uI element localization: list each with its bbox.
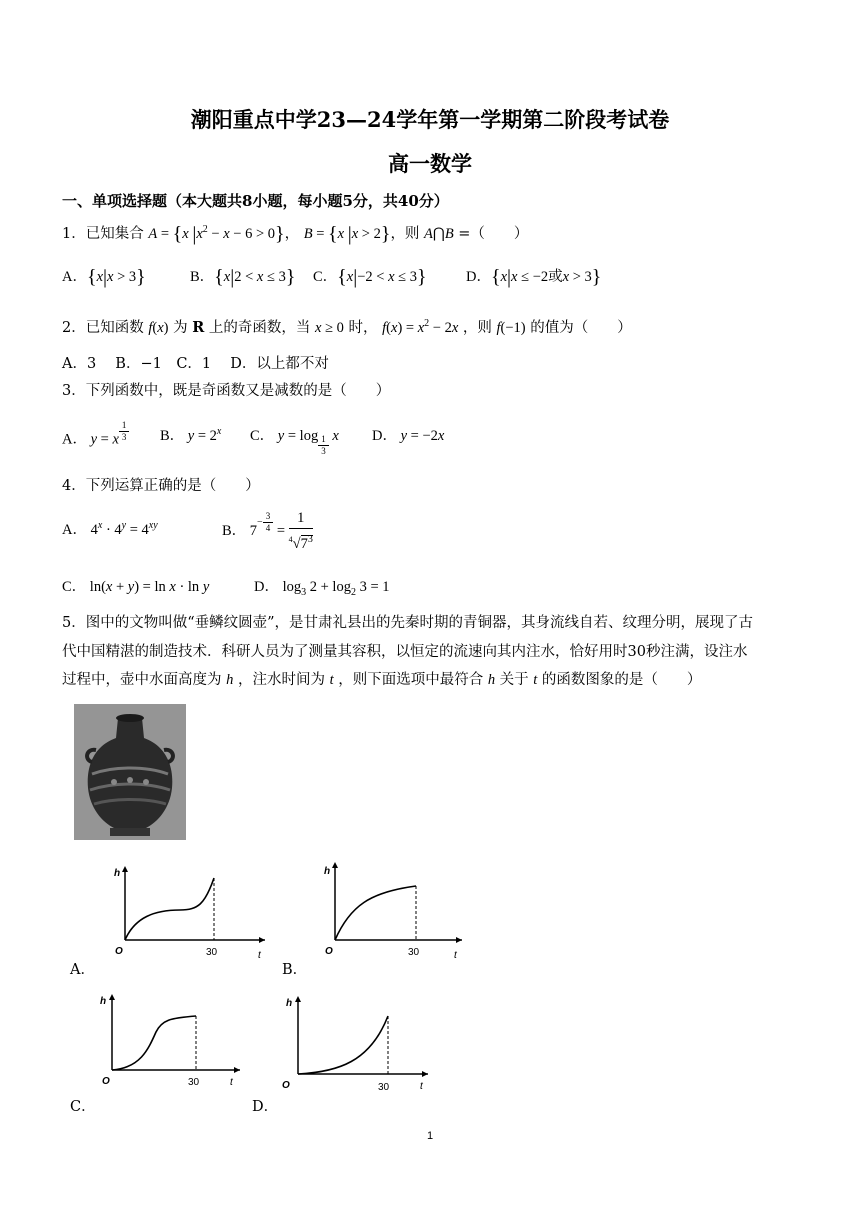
graph-a-tick: 30 [206, 947, 218, 958]
graph-d-t-label: t [420, 1081, 423, 1092]
graph-a-h-label: h [114, 868, 121, 879]
graph-a-origin: O [115, 946, 123, 957]
q5-line1: 5．图中的文物叫做“垂鳞纹圆壶”，是甘肃礼县出的先秦时期的青铜器，其身流线自若、纹理分明，展现了古 [62, 615, 754, 631]
q3-option-d[interactable]: D． y = −2x [372, 428, 445, 444]
q3-option-a[interactable]: A． y = x $^{\frac{1}{3}}$ [62, 424, 129, 449]
graph-option-b[interactable] [310, 856, 470, 962]
graph-b-label: B． [282, 962, 308, 978]
graph-c-t-label: t [230, 1077, 233, 1088]
q2-options[interactable]: A．3 B．−1 C．1 D．以上都不对 [62, 356, 329, 372]
exam-subtitle: 高一数学 [388, 151, 472, 176]
graph-d-label: D． [252, 1099, 279, 1115]
graph-option-a[interactable] [100, 862, 270, 962]
q1-option-b[interactable]: B．{x|2 < x ≤ 3} [190, 266, 296, 288]
exam-title: 潮阳重点中学23—24学年第一学期第二阶段考试卷 [190, 107, 670, 132]
graph-c-origin: O [102, 1076, 110, 1087]
graph-option-c[interactable] [90, 990, 250, 1090]
q4-option-b[interactable]: B． $7^{- \frac{3}{4}}$ = $\frac{1}{^4√7^3}$ [222, 510, 313, 552]
q1-option-c[interactable]: C．{x|−2 < x ≤ 3} [313, 266, 427, 288]
q3-option-b[interactable]: B． $y = 2^x$ [160, 426, 222, 444]
q4-option-d[interactable]: D． $\log_3 2 + \log_2 3 = 1$ [254, 579, 390, 598]
q5-line3: 过程中，壶中水面高度为 h ，注水时间为 t ，则下面选项中最符合 h 关于 t 的函数图象的是（ ） [62, 672, 702, 688]
q1-stem: 1．已知集合 A = {x $|x^2 - x - 6 > 0$}， B = {x |x > 2}，则 A⋂B =（ ） [62, 223, 529, 245]
page-number: 1 [426, 1130, 434, 1142]
graph-d-origin: O [282, 1080, 290, 1091]
q1-set-a: A = {x $|x^2 - x - 6 > 0$} [148, 223, 285, 245]
section-heading: 一、单项选择题（本大题共8小题，每小题5分，共40分） [62, 192, 449, 210]
graph-a-t-label: t [258, 950, 261, 961]
bronze-vase-photo [74, 704, 186, 840]
q4-stem: 4．下列运算正确的是（ ） [62, 478, 260, 494]
q4-option-a[interactable]: A． $4^x \cdot 4^y = 4^{xy}$ [62, 520, 158, 538]
graph-option-d[interactable] [278, 992, 438, 1092]
q3-stem: 3．下列函数中，既是奇函数又是减数的是（ ） [62, 383, 391, 399]
graph-c-h-label: h [100, 996, 107, 1007]
graph-b-t-label: t [454, 950, 457, 961]
graph-b-tick: 30 [408, 947, 420, 958]
graph-d-h-label: h [286, 998, 293, 1009]
q5-line2: 代中国精湛的制造技术．科研人员为了测量其容积，以恒定的流速向其内注水，恰好用时30秒注满，设注水 [62, 644, 748, 660]
q1-sep: ， [284, 226, 300, 242]
q1-lead: 1．已知集合 [62, 226, 144, 242]
graph-a-label: A． [70, 962, 95, 978]
q1-set-b: B = {x |x > 2} [303, 223, 391, 245]
q2-stem: 2．已知函数 f(x) 为 R 上的奇函数，当 x ≥ 0 时， $f(x) = x^2 - 2x$ ，则 f(−1) 的值为（ ） [62, 318, 632, 336]
q1-option-a[interactable]: A．{x|x > 3} [62, 266, 146, 288]
q4-option-c[interactable]: C． ln(x + y) = ln x · ln y [62, 579, 210, 595]
graph-c-label: C． [70, 1099, 96, 1115]
graph-c-tick: 30 [188, 1077, 200, 1088]
q1-option-d[interactable]: D．{x|x ≤ −2或x > 3} [466, 266, 602, 288]
graph-d-tick: 30 [378, 1082, 390, 1092]
graph-b-origin: O [325, 946, 333, 957]
q3-option-c[interactable]: C． y = log $_{\frac{1}{3}}$ x [250, 428, 339, 457]
graph-b-h-label: h [324, 866, 331, 877]
